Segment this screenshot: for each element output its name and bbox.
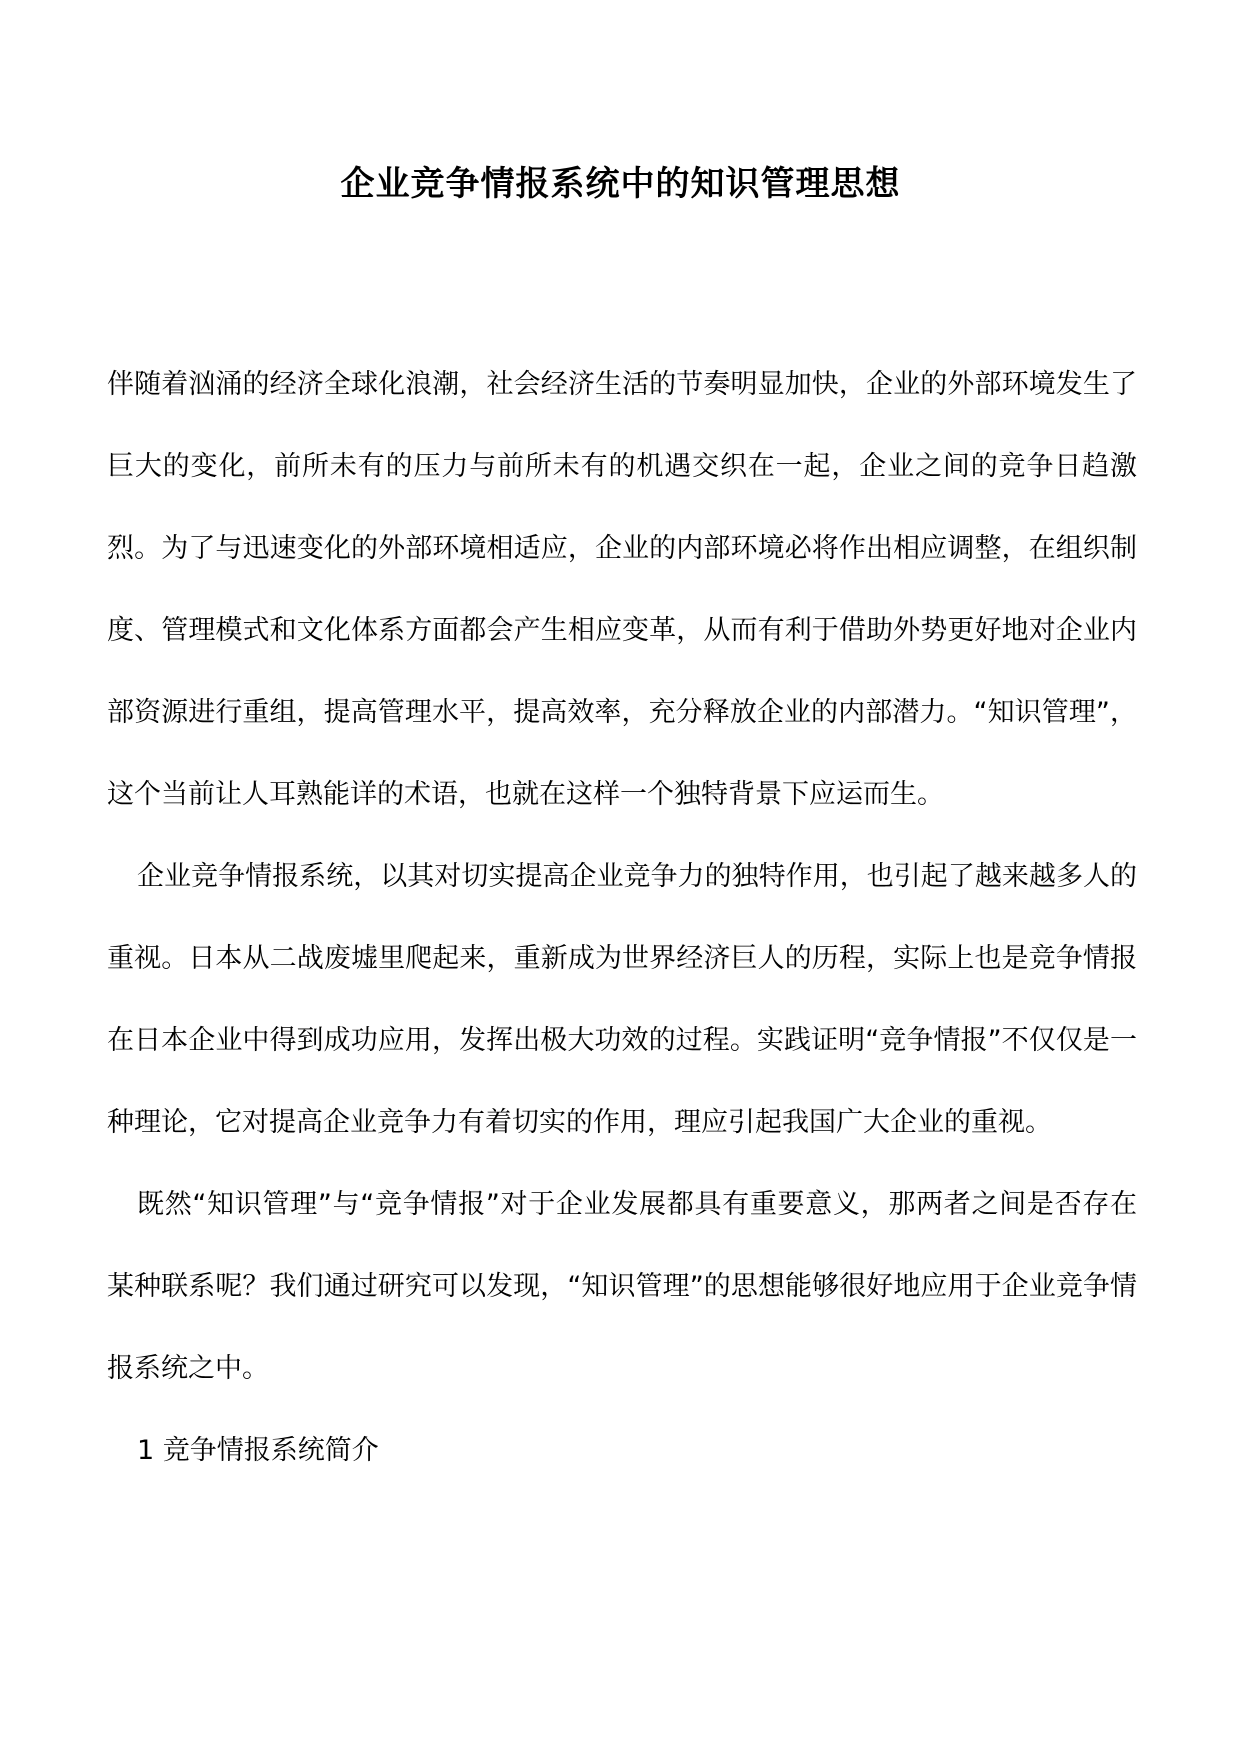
document-title: 企业竞争情报系统中的知识管理思想 <box>340 164 901 204</box>
document-body <box>107 344 1137 1492</box>
section-heading: 1 竞争情报系统简介 <box>137 1435 379 1466</box>
paragraph-competitive-intelligence: 企业竞争情报系统，以其对切实提高企业竞争力的独特作用，也引起了越来越多人的重视。日本从二战废墟里爬起来，重新成为世界经济巨人的历程，实际上也是竞争情报在日本企业中得到成功应用，发挥出极大功效的过程。实践证明“竞争情报”不仅仅是一种理论，它对提高企业竞争力有着切实的作用，理应引起我国广大企业的重视。 <box>107 861 1137 1138</box>
paragraph-relationship: 既然“知识管理”与“竞争情报”对于企业发展都具有重要意义，那两者之间是否存在某种联系呢？我们通过研究可以发现，“知识管理”的思想能够很好地应用于企业竞争情报系统之中。 <box>107 1189 1137 1384</box>
paragraph-intro: 伴随着汹涌的经济全球化浪潮，社会经济生活的节奏明显加快，企业的外部环境发生了巨大的变化，前所未有的压力与前所未有的机遇交织在一起，企业之间的竞争日趋激烈。为了与迅速变化的外部环境相适应，企业的内部环境必将作出相应调整，在组织制度、管理模式和文化体系方面都会产生相应变革，从而有利于借助外势更好地对企业内部资源进行重组，提高管理水平，提高效率，充分释放企业的内部潜力。“知识管理”，这个当前让人耳熟能详的术语，也就在这样一个独特背景下应运而生。 <box>107 369 1137 810</box>
